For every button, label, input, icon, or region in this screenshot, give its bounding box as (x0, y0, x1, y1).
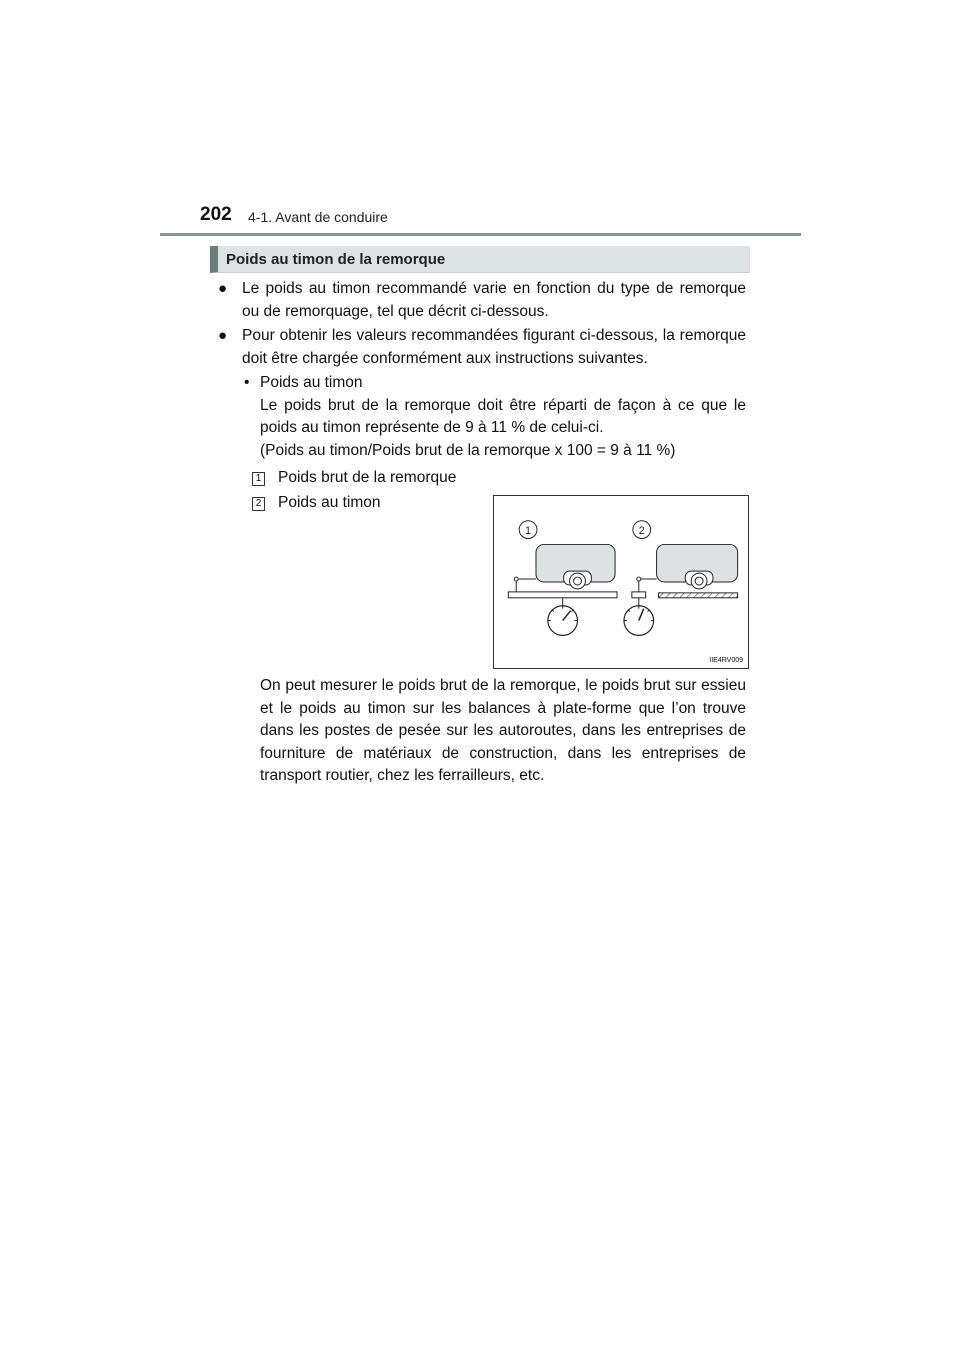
measurement-text: On peut mesurer le poids brut de la remorque, le poids brut sur essieu et le poids au timon sur les balances à plate-forme que l’on trouve dans les postes de pesée sur les autoroutes, dans les entreprises de fourniture de matériaux de construction, dans les entreprises de transport routier, chez les ferrailleurs, etc. (260, 677, 746, 784)
page-number: 202 (200, 204, 232, 225)
trailer-right-icon (632, 544, 738, 605)
bullet-dot-icon: ● (218, 327, 228, 344)
scale-dial-icon (624, 606, 654, 636)
callout-number: 2 (638, 525, 645, 538)
figure-id: IIE4RV009 (709, 657, 743, 664)
bullet-text: Le poids au timon recommandé varie en fonction du type de remorque ou de remorquage, tel que décrit ci-dessous. (242, 280, 746, 320)
bullet-item (218, 278, 746, 323)
sub-bullet-icon: • (244, 374, 250, 391)
trailer-left-icon (508, 544, 617, 605)
body-content (218, 278, 746, 516)
sub-item (244, 372, 746, 395)
trailer-illustration (494, 496, 748, 668)
legend-label: Poids brut de la remorque (278, 469, 457, 487)
legend-number: 2 (252, 497, 265, 511)
callout-number: 1 (525, 525, 532, 538)
header-rule (160, 233, 801, 236)
sub-item-label: Poids au timon (260, 374, 363, 391)
bullet-dot-icon: ● (218, 280, 228, 297)
scale-dial-icon (548, 606, 578, 636)
sub-item-text: Le poids brut de la remorque doit être réparti de façon à ce que le poids au timon représente de 9 à 11 % de celui-ci. (260, 396, 746, 436)
legend-number: 1 (252, 472, 265, 486)
bullet-text: Pour obtenir les valeurs recommandées figurant ci-dessous, la remorque doit être chargée conformément aux instructions suivantes. (242, 327, 746, 367)
bullet-item (218, 325, 746, 370)
legend-label: Poids au timon (278, 494, 381, 512)
trailer-weighing-figure (493, 495, 749, 669)
section-title: 4-1. Avant de conduire (248, 209, 388, 225)
subsection-header: Poids au timon de la remorque (210, 246, 750, 273)
legend-item (252, 466, 746, 491)
formula-text: (Poids au timon/Poids brut de la remorque x 100 = 9 à 11 %) (260, 441, 676, 459)
